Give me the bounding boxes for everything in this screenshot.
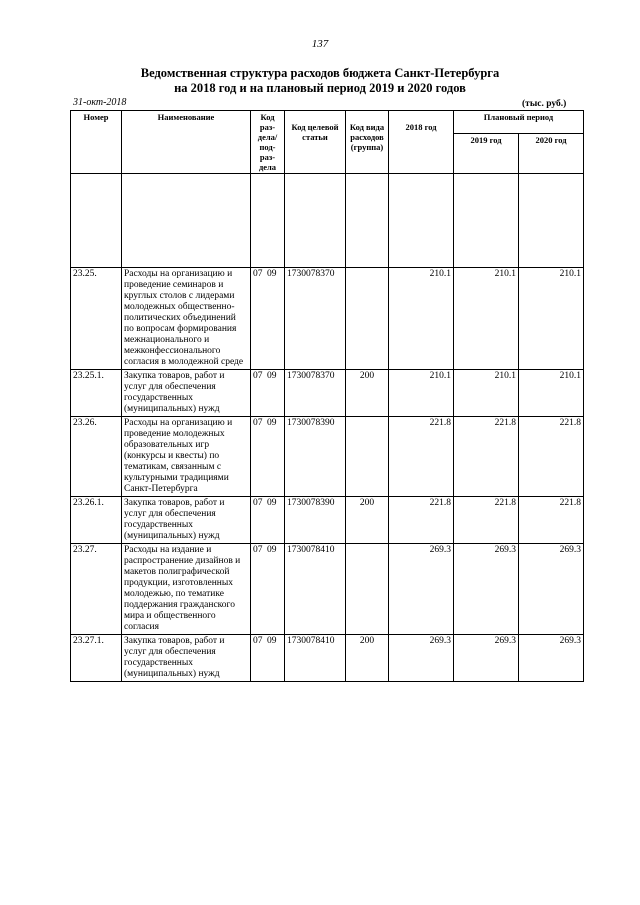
row-name: Расходы на издание и распространение дизайнов и макетов полиграфической продукции, изготовленных молодежью, по тематике поддержания гражданского мира и общественного согласия	[122, 544, 251, 635]
row-vid-rashodov: 200	[346, 635, 389, 682]
row-amount-2020: 221.8	[519, 497, 584, 544]
podrazdel-code: 09	[267, 498, 277, 508]
row-tselevaya-statya: 1730078370	[285, 370, 346, 417]
spacer-cell	[454, 174, 519, 268]
row-tselevaya-statya: 1730078410	[285, 544, 346, 635]
header-2019: 2019 год	[454, 133, 519, 173]
row-amount-2018: 210.1	[389, 268, 454, 370]
row-amount-2018: 221.8	[389, 417, 454, 497]
row-number: 23.26.1.	[71, 497, 122, 544]
header-kod-razdela: Код раз-дела/ под-раз-дела	[251, 111, 285, 174]
podrazdel-code: 09	[267, 545, 277, 555]
row-amount-2018: 210.1	[389, 370, 454, 417]
row-amount-2018: 269.3	[389, 544, 454, 635]
row-razdel	[251, 370, 285, 417]
row-amount-2019: 269.3	[454, 635, 519, 682]
header-2018: 2018 год	[389, 111, 454, 174]
row-amount-2020: 210.1	[519, 268, 584, 370]
header-row	[71, 111, 584, 134]
row-razdel	[251, 417, 285, 497]
razdel-code: 07	[253, 418, 263, 428]
row-razdel	[251, 635, 285, 682]
razdel-code: 07	[253, 545, 263, 555]
spacer-cell	[346, 174, 389, 268]
row-tselevaya-statya: 1730078410	[285, 635, 346, 682]
spacer-cell	[251, 174, 285, 268]
row-number: 23.27.1.	[71, 635, 122, 682]
row-amount-2020: 269.3	[519, 544, 584, 635]
row-razdel	[251, 268, 285, 370]
header-kod-tselevoy: Код целевой статьи	[285, 111, 346, 174]
row-tselevaya-statya: 1730078370	[285, 268, 346, 370]
row-number: 23.27.	[71, 544, 122, 635]
spacer-cell	[71, 174, 122, 268]
row-name: Закупка товаров, работ и услуг для обеспечения государственных (муниципальных) нужд	[122, 635, 251, 682]
budget-table	[70, 110, 584, 682]
row-amount-2019: 269.3	[454, 544, 519, 635]
row-amount-2020: 210.1	[519, 370, 584, 417]
row-vid-rashodov	[346, 544, 389, 635]
header-kod-vida: Код вида расходов (группа)	[346, 111, 389, 174]
header-planovy-period: Плановый период	[454, 111, 584, 134]
header-naimenovanie: Наименование	[122, 111, 251, 174]
table-row	[71, 544, 584, 635]
row-amount-2019: 221.8	[454, 497, 519, 544]
header-spacer-row	[71, 174, 584, 268]
row-vid-rashodov	[346, 268, 389, 370]
row-number: 23.25.	[71, 268, 122, 370]
spacer-cell	[122, 174, 251, 268]
razdel-code: 07	[253, 269, 263, 279]
row-amount-2018: 221.8	[389, 497, 454, 544]
spacer-cell	[285, 174, 346, 268]
document-title	[0, 66, 640, 96]
row-number: 23.25.1.	[71, 370, 122, 417]
title-line-2: на 2018 год и на плановый период 2019 и 2020 годов	[174, 81, 466, 95]
razdel-code: 07	[253, 371, 263, 381]
row-amount-2020: 221.8	[519, 417, 584, 497]
podrazdel-code: 09	[267, 418, 277, 428]
row-tselevaya-statya: 1730078390	[285, 497, 346, 544]
row-vid-rashodov	[346, 417, 389, 497]
razdel-code: 07	[253, 636, 263, 646]
row-amount-2018: 269.3	[389, 635, 454, 682]
row-name: Закупка товаров, работ и услуг для обеспечения государственных (муниципальных) нужд	[122, 497, 251, 544]
row-vid-rashodov: 200	[346, 497, 389, 544]
row-razdel	[251, 497, 285, 544]
podrazdel-code: 09	[267, 636, 277, 646]
page-number: 137	[311, 38, 329, 50]
row-name: Расходы на организацию и проведение молодежных образовательных игр (конкурсы и квесты) по тематикам, связанным с культурными традициями Санкт-Петербурга	[122, 417, 251, 497]
row-number: 23.26.	[71, 417, 122, 497]
units-label: (тыс. руб.)	[522, 99, 567, 109]
row-amount-2019: 210.1	[454, 370, 519, 417]
podrazdel-code: 09	[267, 269, 277, 279]
table-row	[71, 268, 584, 370]
row-name: Закупка товаров, работ и услуг для обеспечения государственных (муниципальных) нужд	[122, 370, 251, 417]
table-row	[71, 635, 584, 682]
header-nomer: Номер	[71, 111, 122, 174]
row-amount-2019: 221.8	[454, 417, 519, 497]
razdel-code: 07	[253, 498, 263, 508]
podrazdel-code: 09	[267, 371, 277, 381]
table-row	[71, 417, 584, 497]
document-date: 31-окт-2018	[73, 97, 127, 108]
table-row	[71, 497, 584, 544]
row-vid-rashodov: 200	[346, 370, 389, 417]
table-row	[71, 370, 584, 417]
title-line-1: Ведомственная структура расходов бюджета Санкт-Петербурга	[140, 66, 500, 80]
row-name: Расходы на организацию и проведение семинаров и круглых столов с лидерами молодежных общественно-политических объединений по вопросам формирования межнационального и межконфессионального согласия в молодежной среде	[122, 268, 251, 370]
row-amount-2019: 210.1	[454, 268, 519, 370]
header-2020: 2020 год	[519, 133, 584, 173]
row-tselevaya-statya: 1730078390	[285, 417, 346, 497]
spacer-cell	[389, 174, 454, 268]
row-amount-2020: 269.3	[519, 635, 584, 682]
spacer-cell	[519, 174, 584, 268]
row-razdel	[251, 544, 285, 635]
